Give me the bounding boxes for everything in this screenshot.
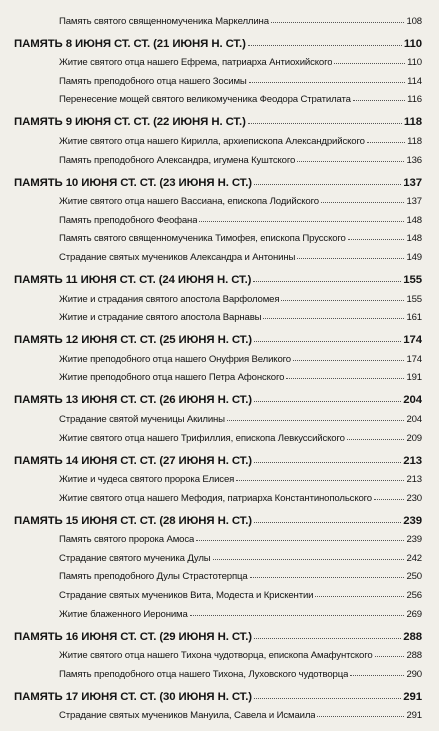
dot-leader bbox=[248, 45, 402, 46]
dot-leader bbox=[348, 239, 405, 240]
toc-entry bbox=[14, 128, 422, 147]
section-heading-page: 291 bbox=[403, 690, 422, 703]
dot-leader bbox=[321, 202, 405, 203]
dot-leader bbox=[227, 420, 405, 421]
toc-entry-page: 291 bbox=[406, 710, 422, 722]
toc-entry bbox=[14, 87, 422, 106]
toc-entry-page: 256 bbox=[406, 590, 422, 602]
toc-entry-page: 288 bbox=[406, 650, 422, 662]
section-heading bbox=[14, 166, 422, 189]
section-heading-page: 174 bbox=[403, 334, 422, 347]
section-heading-page: 288 bbox=[403, 630, 422, 643]
toc-entry-title: Житие святого отца нашего Тихона чудотворца, епископа Амафунтского bbox=[59, 650, 373, 662]
toc-entry-page: 250 bbox=[406, 571, 422, 583]
toc-entry bbox=[14, 305, 422, 324]
dot-leader bbox=[196, 540, 404, 541]
dot-leader bbox=[286, 378, 404, 379]
dot-leader bbox=[315, 596, 404, 597]
dot-leader bbox=[254, 698, 401, 699]
dot-leader bbox=[254, 341, 401, 342]
toc-section bbox=[14, 105, 422, 165]
toc-section bbox=[14, 27, 422, 106]
toc-entry-page: 213 bbox=[406, 474, 422, 486]
toc-entry-page: 108 bbox=[406, 15, 422, 27]
toc-section bbox=[14, 323, 422, 383]
dot-leader bbox=[249, 82, 405, 83]
toc-entry-page: 148 bbox=[406, 214, 422, 226]
dot-leader bbox=[254, 522, 401, 523]
dot-leader bbox=[317, 716, 404, 717]
toc-section bbox=[14, 620, 422, 680]
toc-entry-title: Память преподобного отца нашего Зосимы bbox=[59, 75, 247, 87]
dot-leader bbox=[253, 281, 401, 282]
dot-leader bbox=[367, 142, 405, 143]
toc-entry bbox=[14, 545, 422, 564]
section-heading-title: ПАМЯТЬ 12 ИЮНЯ СТ. СТ. (25 ИЮНЯ Н. СТ.) bbox=[14, 334, 252, 347]
dot-leader bbox=[190, 615, 405, 616]
toc-entry-page: 155 bbox=[406, 293, 422, 305]
toc-entry-page: 230 bbox=[406, 492, 422, 504]
dot-leader bbox=[254, 184, 401, 185]
toc-entry bbox=[14, 425, 422, 444]
dot-leader bbox=[250, 577, 405, 578]
toc-entry-title: Страдание святых мучеников Вита, Модеста и Крискентии bbox=[59, 590, 314, 602]
section-heading-page: 155 bbox=[403, 273, 422, 286]
dot-leader bbox=[347, 439, 405, 440]
toc-entry-title: Житие и страдания святого апостола Варфоломея bbox=[59, 293, 280, 305]
toc-entry-page: 242 bbox=[406, 552, 422, 564]
toc-entry-page: 191 bbox=[406, 372, 422, 384]
toc-entry bbox=[14, 485, 422, 504]
dot-leader bbox=[263, 318, 404, 319]
section-heading bbox=[14, 680, 422, 703]
toc-entry-title: Перенесение мощей святого великомученика Феодора Стратилата bbox=[59, 94, 351, 106]
toc-section bbox=[14, 263, 422, 323]
toc-entry bbox=[14, 147, 422, 166]
toc-entry bbox=[14, 226, 422, 245]
dot-leader bbox=[281, 300, 404, 301]
toc-entry-title: Житие блаженного Иеронима bbox=[59, 608, 188, 620]
toc-entry-title: Житие святого отца нашего Мефодия, патриарха Константинопольского bbox=[59, 492, 372, 504]
dot-leader bbox=[293, 360, 404, 361]
section-heading-title: ПАМЯТЬ 10 ИЮНЯ СТ. СТ. (23 ИЮНЯ Н. СТ.) bbox=[14, 176, 252, 189]
section-heading-title: ПАМЯТЬ 8 ИЮНЯ СТ. СТ. (21 ИЮНЯ Н. СТ.) bbox=[14, 37, 246, 50]
dot-leader bbox=[248, 123, 402, 124]
toc-entry-page: 136 bbox=[406, 154, 422, 166]
toc-entry bbox=[14, 564, 422, 583]
toc-entry-title: Житие святого отца нашего Вассиана, епископа Лодийского bbox=[59, 196, 319, 208]
dot-leader bbox=[199, 221, 404, 222]
section-heading-title: ПАМЯТЬ 9 ИЮНЯ СТ. СТ. (22 ИЮНЯ Н. СТ.) bbox=[14, 116, 246, 129]
toc-entry bbox=[14, 527, 422, 546]
toc-entry-title: Память преподобного отца нашего Тихона, Луховского чудотворца bbox=[59, 668, 349, 680]
toc-section bbox=[14, 166, 422, 263]
section-heading-title: ПАМЯТЬ 11 ИЮНЯ СТ. СТ. (24 ИЮНЯ Н. СТ.) bbox=[14, 273, 252, 286]
toc-entry-page: 118 bbox=[407, 135, 422, 147]
section-heading-page: 110 bbox=[403, 37, 422, 50]
toc-entry-title: Житие преподобного отца нашего Онуфрия Великого bbox=[59, 353, 291, 365]
toc-entry-page: 149 bbox=[406, 251, 422, 263]
toc-entry-title: Страдание святых мучеников Мануила, Савела и Исмаила bbox=[59, 710, 316, 722]
toc-entry-title: Страдание святой мученицы Акилины bbox=[59, 413, 225, 425]
toc-entry-title: Память преподобного Дулы Страстотерпца bbox=[59, 571, 248, 583]
toc-entry-title: Житие и страдание святого апостола Варнавы bbox=[59, 312, 262, 324]
section-heading bbox=[14, 263, 422, 286]
toc-entry-page: 116 bbox=[407, 94, 422, 106]
toc-entry-page: 114 bbox=[407, 75, 422, 87]
toc-entry-title: Житие святого отца нашего Трифиллия, епископа Левкуссийского bbox=[59, 432, 345, 444]
toc-entry bbox=[14, 244, 422, 263]
toc-entry-title: Память преподобного Феофана bbox=[59, 214, 198, 226]
toc-entry bbox=[14, 582, 422, 601]
toc-section bbox=[14, 504, 422, 620]
toc-entry bbox=[14, 207, 422, 226]
section-heading-title: ПАМЯТЬ 17 ИЮНЯ СТ. СТ. (30 ИЮНЯ Н. СТ.) bbox=[14, 690, 252, 703]
toc-entry bbox=[14, 365, 422, 384]
section-heading bbox=[14, 620, 422, 643]
dot-leader bbox=[297, 161, 404, 162]
toc-entry-page: 290 bbox=[406, 668, 422, 680]
toc-section bbox=[14, 8, 422, 27]
section-heading bbox=[14, 27, 422, 50]
dot-leader bbox=[375, 656, 405, 657]
section-heading-title: ПАМЯТЬ 14 ИЮНЯ СТ. СТ. (27 ИЮНЯ Н. СТ.) bbox=[14, 454, 252, 467]
toc-entry bbox=[14, 189, 422, 208]
section-heading-page: 239 bbox=[403, 514, 422, 527]
dot-leader bbox=[353, 100, 405, 101]
toc-entry-page: 239 bbox=[406, 534, 422, 546]
section-heading bbox=[14, 504, 422, 527]
toc-entry bbox=[14, 8, 422, 27]
dot-leader bbox=[213, 559, 405, 560]
section-heading bbox=[14, 383, 422, 406]
toc-entry bbox=[14, 467, 422, 486]
toc-entry bbox=[14, 286, 422, 305]
section-heading-title: ПАМЯТЬ 16 ИЮНЯ СТ. СТ. (29 ИЮНЯ Н. СТ.) bbox=[14, 630, 252, 643]
toc-entry-page: 110 bbox=[407, 57, 422, 69]
toc-entry-title: Житие святого отца нашего Кирилла, архиепископа Александрийского bbox=[59, 135, 365, 147]
dot-leader bbox=[350, 675, 404, 676]
dot-leader bbox=[236, 480, 404, 481]
section-heading bbox=[14, 444, 422, 467]
toc-entry-title: Житие преподобного отца нашего Петра Афонского bbox=[59, 372, 285, 384]
toc-entry bbox=[14, 601, 422, 620]
section-heading-page: 213 bbox=[403, 454, 422, 467]
toc-entry-title: Страдание святого мученика Дулы bbox=[59, 552, 211, 564]
toc-entry-title: Память святого священномученика Маркеллина bbox=[59, 15, 269, 27]
dot-leader bbox=[254, 462, 401, 463]
toc-entry bbox=[14, 346, 422, 365]
toc-entry-page: 204 bbox=[406, 413, 422, 425]
dot-leader bbox=[271, 22, 405, 23]
toc-entry-page: 137 bbox=[406, 196, 422, 208]
toc-entry bbox=[14, 643, 422, 662]
toc-section bbox=[14, 680, 422, 722]
toc-entry-page: 161 bbox=[406, 312, 422, 324]
toc-entry-title: Память преподобного Александра, игумена Куштского bbox=[59, 154, 296, 166]
toc-entry bbox=[14, 68, 422, 87]
section-heading bbox=[14, 105, 422, 128]
section-heading-page: 137 bbox=[403, 176, 422, 189]
section-heading-title: ПАМЯТЬ 13 ИЮНЯ СТ. СТ. (26 ИЮНЯ Н. СТ.) bbox=[14, 394, 252, 407]
section-heading bbox=[14, 323, 422, 346]
section-heading-title: ПАМЯТЬ 15 ИЮНЯ СТ. СТ. (28 ИЮНЯ Н. СТ.) bbox=[14, 514, 252, 527]
dot-leader bbox=[374, 499, 404, 500]
toc-entry bbox=[14, 661, 422, 680]
toc-entry-title: Страдание святых мучеников Александра и Антонины bbox=[59, 251, 296, 263]
toc-section bbox=[14, 383, 422, 443]
toc-entry-title: Житие и чудеса святого пророка Елисея bbox=[59, 474, 235, 486]
dot-leader bbox=[254, 401, 401, 402]
section-heading-page: 118 bbox=[403, 116, 422, 129]
toc-entry-title: Память святого пророка Амоса bbox=[59, 534, 195, 546]
toc-entry-page: 174 bbox=[406, 353, 422, 365]
dot-leader bbox=[297, 258, 404, 259]
dot-leader bbox=[254, 638, 401, 639]
table-of-contents bbox=[14, 8, 422, 721]
toc-entry-page: 269 bbox=[406, 608, 422, 620]
toc-entry-page: 148 bbox=[406, 233, 422, 245]
section-heading-page: 204 bbox=[403, 394, 422, 407]
toc-entry-page: 209 bbox=[406, 432, 422, 444]
toc-entry-title: Память святого священномученика Тимофея, епископа Прусского bbox=[59, 233, 346, 245]
toc-entry bbox=[14, 406, 422, 425]
toc-section bbox=[14, 444, 422, 504]
dot-leader bbox=[334, 63, 405, 64]
toc-entry bbox=[14, 703, 422, 722]
toc-entry bbox=[14, 50, 422, 69]
toc-entry-title: Житие святого отца нашего Ефрема, патриарха Антиохийского bbox=[59, 57, 333, 69]
